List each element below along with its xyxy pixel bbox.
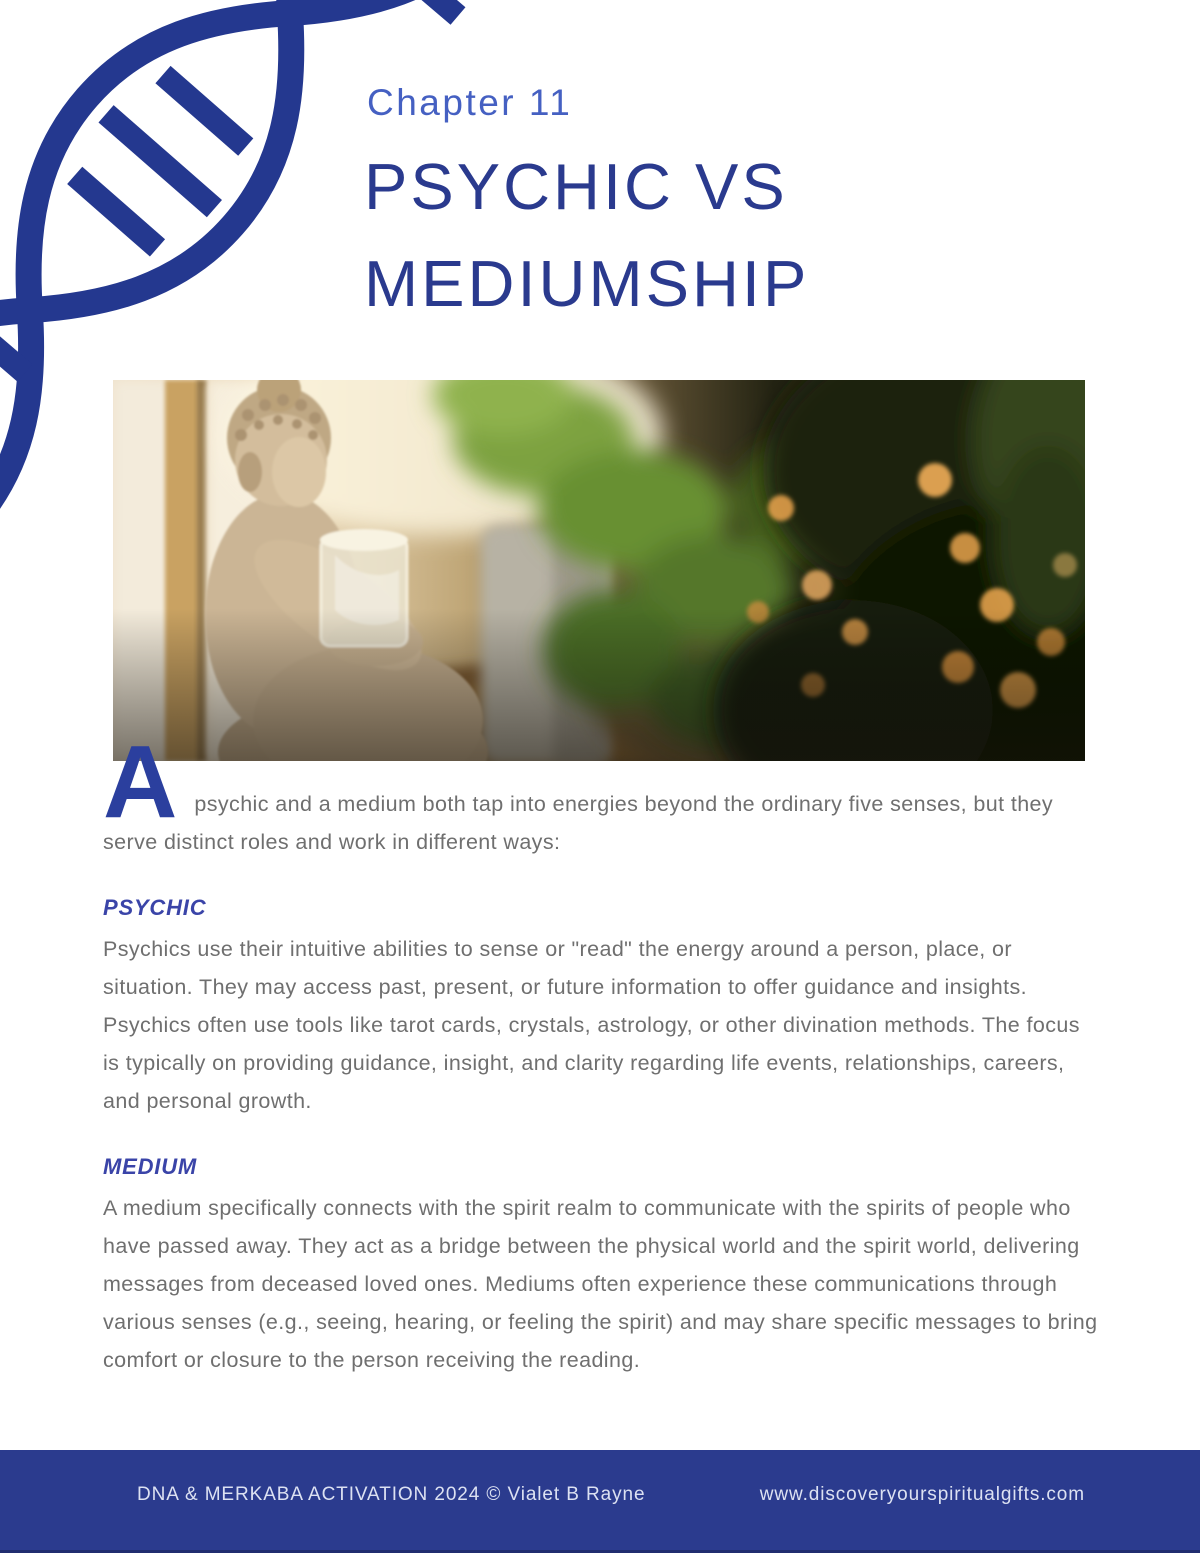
- section-paragraph-psychic: Psychics use their intuitive abilities to sense or "read" the energy around a person, place, or situation. They may access past, present, or future information to offer guidance and insights. Psychics often use tools like tarot cards, crystals, astrology, or other divination methods. The focus is typically on providing guidance, insight, and clarity regarding life events, relationships, careers, and personal growth.: [103, 937, 1080, 1113]
- footer-website-link[interactable]: www.discoveryourspiritualgifts.com: [759, 1483, 1085, 1505]
- footer-copyright: DNA & MERKABA ACTIVATION 2024 © Vialet B Rayne: [137, 1483, 646, 1505]
- buddha-photo: [113, 380, 1085, 761]
- section-paragraph-medium: A medium specifically connects with the spirit realm to communicate with the spirits of people who have passed away. They act as a bridge between the physical world and the spirit world, delivering messages from deceased loved ones. Mediums often experience these communications through various senses (e.g., seeing, hearing, or feeling the spirit) and may share specific messages to bring comfort or closure to the person receiving the reading.: [103, 1196, 1098, 1372]
- page-title-line2: MEDIUMSHIP: [364, 247, 810, 320]
- section-heading-medium: MEDIUM: [103, 1154, 198, 1179]
- page-footer: [0, 1450, 1200, 1553]
- section-heading-psychic: PSYCHIC: [103, 895, 207, 920]
- page-title: [364, 138, 809, 332]
- page-title-line1: PSYCHIC VS: [364, 150, 788, 223]
- drop-cap: A: [103, 724, 178, 839]
- article-body: [103, 724, 1099, 1379]
- intro-paragraph: [103, 724, 1099, 861]
- chapter-label: Chapter 11: [367, 82, 573, 123]
- intro-text: psychic and a medium both tap into energies beyond the ordinary five senses, but they serve distinct roles and work in different ways:: [103, 792, 1054, 854]
